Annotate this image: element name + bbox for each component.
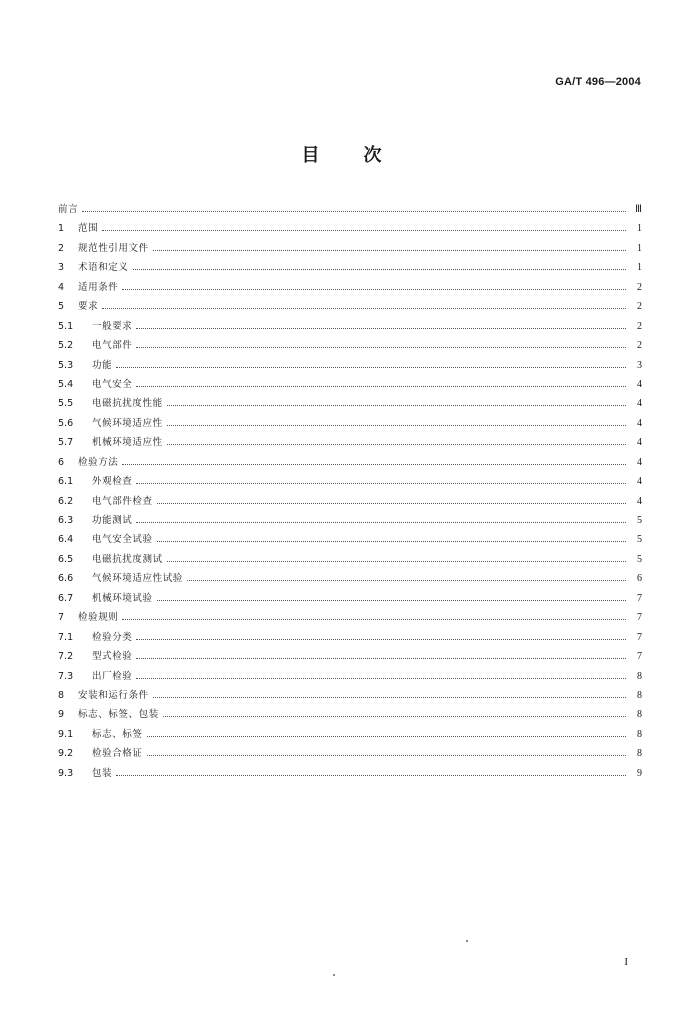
toc-dot-leader: [147, 736, 626, 737]
toc-entry[interactable]: [58, 297, 642, 316]
toc-entry-page: 1: [637, 242, 642, 254]
toc-entry-page: 7: [637, 631, 642, 643]
toc-dot-leader: [82, 211, 626, 212]
toc-entry-page: 4: [637, 495, 642, 507]
toc-entry-page: 8: [637, 670, 642, 682]
toc-entry[interactable]: [58, 414, 642, 433]
toc-entry[interactable]: [58, 394, 642, 413]
toc-entry-page: 1: [637, 223, 642, 235]
scan-speck: [466, 940, 468, 942]
toc-entry-page: 2: [637, 281, 642, 293]
toc-entry-title: 术语和定义: [78, 262, 129, 274]
toc-entry-number: 6.6: [58, 573, 74, 585]
toc-entry-title: 机械环境试验: [92, 592, 153, 604]
toc-entry-title: 前言: [58, 204, 79, 215]
toc-entry-page: Ⅲ: [635, 204, 642, 215]
toc-entry[interactable]: [58, 686, 642, 705]
toc-entry-title: 要求: [78, 301, 99, 313]
toc-entry-page: 5: [637, 534, 642, 546]
toc-entry[interactable]: [58, 433, 642, 452]
toc-dot-leader: [136, 678, 626, 679]
toc-entry-page: 8: [637, 748, 642, 760]
toc-entry-number: 9.3: [58, 767, 74, 779]
toc-entry-number: 6.7: [58, 592, 74, 604]
toc-dot-leader: [133, 269, 626, 270]
toc-entry[interactable]: [58, 472, 642, 491]
toc-entry-page: 2: [637, 340, 642, 352]
toc-entry-page: 7: [637, 612, 642, 624]
toc-entry-number: 6.5: [58, 553, 74, 565]
toc-entry-number: 5.5: [58, 398, 74, 410]
toc-entry-number: 7.1: [58, 631, 74, 643]
toc-dot-leader: [136, 386, 626, 387]
toc-entry-title: 功能: [92, 359, 113, 371]
toc-entry-page: 1: [637, 262, 642, 274]
toc-entry-page: 2: [637, 301, 642, 313]
toc-entry-number: 3: [58, 262, 65, 274]
toc-dot-leader: [167, 405, 626, 406]
toc-entry-number: 6.4: [58, 534, 74, 546]
toc-entry-number: 5.7: [58, 437, 74, 449]
footer-page-number: I: [624, 956, 628, 968]
toc-dot-leader: [157, 503, 626, 504]
toc-entry[interactable]: [58, 628, 642, 647]
toc-entry[interactable]: [58, 589, 642, 608]
toc-entry[interactable]: [58, 647, 642, 666]
toc-entry[interactable]: [58, 317, 642, 336]
toc-entry-title: 气候环境适应性试验: [92, 573, 183, 585]
toc-dot-leader: [102, 308, 626, 309]
toc-entry-title: 范围: [78, 223, 99, 235]
toc-entry-number: 2: [58, 242, 65, 254]
toc-dot-leader: [167, 425, 626, 426]
toc-entry-title: 检验分类: [92, 631, 133, 643]
toc-entry[interactable]: [58, 239, 642, 258]
toc-entry[interactable]: [58, 608, 642, 627]
toc-dot-leader: [116, 775, 626, 776]
toc-entry-title: 检验合格证: [92, 748, 143, 760]
toc-entry-title: 标志、标签、包装: [78, 709, 159, 721]
toc-entry-title: 型式检验: [92, 651, 133, 663]
toc-entry-title: 检验方法: [78, 456, 119, 468]
toc-entry[interactable]: [58, 705, 642, 724]
toc-entry-title: 气候环境适应性: [92, 417, 163, 429]
toc-dot-leader: [167, 444, 626, 445]
toc-dot-leader: [136, 522, 626, 523]
toc-dot-leader: [102, 230, 626, 231]
toc-entry[interactable]: [58, 453, 642, 472]
toc-dot-leader: [153, 697, 626, 698]
toc-entry-title: 安装和运行条件: [78, 689, 149, 701]
toc-entry-number: 1: [58, 223, 65, 235]
toc-entry-number: 9: [58, 709, 65, 721]
toc-entry-title: 检验规则: [78, 612, 119, 624]
toc-entry[interactable]: [58, 492, 642, 511]
toc-dot-leader: [153, 250, 626, 251]
toc-entry-page: 4: [637, 476, 642, 488]
toc-entry-page: 4: [637, 437, 642, 449]
toc-dot-leader: [136, 328, 626, 329]
toc-dot-leader: [157, 541, 626, 542]
toc-dot-leader: [122, 464, 626, 465]
toc-entry-page: 4: [637, 456, 642, 468]
toc-entry-page: 6: [637, 573, 642, 585]
toc-entry[interactable]: [58, 744, 642, 763]
toc-entry-page: 8: [637, 728, 642, 740]
toc-dot-leader: [122, 289, 626, 290]
toc-entry[interactable]: [58, 530, 642, 549]
toc-entry-number: 7.3: [58, 670, 74, 682]
toc-entry-page: 4: [637, 398, 642, 410]
toc-entry[interactable]: [58, 569, 642, 588]
toc-entry[interactable]: [58, 550, 642, 569]
toc-entry[interactable]: [58, 725, 642, 744]
toc-entry-number: 6: [58, 456, 65, 468]
toc-entry[interactable]: [58, 219, 642, 238]
toc-entry-title: 功能测试: [92, 515, 133, 526]
toc-entry-number: 6.2: [58, 495, 74, 507]
toc-dot-leader: [167, 561, 626, 562]
toc-dot-leader: [157, 600, 626, 601]
toc-entry[interactable]: [58, 375, 642, 394]
toc-entry-title: 电磁抗扰度测试: [92, 553, 163, 565]
toc-entry-title: 一般要求: [92, 320, 133, 332]
toc-entry-number: 4: [58, 281, 65, 293]
toc-entry[interactable]: [58, 511, 642, 530]
table-of-contents: [58, 200, 642, 783]
toc-entry-title: 外观检查: [92, 476, 133, 488]
toc-entry-number: 6.1: [58, 476, 74, 488]
toc-entry[interactable]: [58, 667, 642, 686]
toc-dot-leader: [136, 639, 626, 640]
toc-entry-number: 5.1: [58, 320, 74, 332]
toc-entry[interactable]: [58, 278, 642, 297]
toc-entry-page: 3: [637, 359, 642, 371]
toc-entry-number: 7.2: [58, 651, 74, 663]
scan-speck: [333, 974, 335, 976]
toc-entry-number: 9.1: [58, 728, 74, 740]
toc-entry-page: 4: [637, 378, 642, 390]
toc-entry-page: 2: [637, 320, 642, 332]
toc-entry[interactable]: [58, 764, 642, 783]
toc-entry-page: 7: [637, 592, 642, 604]
toc-entry-title: 标志、标签: [92, 728, 143, 740]
toc-entry-number: 5.2: [58, 340, 74, 352]
toc-dot-leader: [147, 755, 626, 756]
toc-entry-number: 5.3: [58, 359, 74, 371]
toc-entry-number: 9.2: [58, 748, 74, 760]
toc-entry-title: 电气部件检查: [92, 495, 153, 507]
toc-entry-title: 包装: [92, 767, 113, 779]
toc-entry[interactable]: [58, 356, 642, 375]
standard-code: GA/T 496—2004: [555, 76, 641, 88]
toc-entry-page: 8: [637, 709, 642, 721]
toc-entry[interactable]: [58, 200, 642, 219]
toc-entry[interactable]: [58, 336, 642, 355]
toc-dot-leader: [187, 580, 626, 581]
toc-dot-leader: [163, 716, 626, 717]
toc-entry-title: 电气安全: [92, 378, 133, 390]
toc-entry-title: 电磁抗扰度性能: [92, 398, 163, 410]
toc-entry-title: 机械环境适应性: [92, 437, 163, 449]
title-char-1: 目: [301, 145, 320, 166]
toc-entry-page: 5: [637, 515, 642, 526]
toc-entry-title: 规范性引用文件: [78, 242, 149, 254]
toc-entry-number: 5: [58, 301, 65, 313]
toc-dot-leader: [122, 619, 626, 620]
toc-dot-leader: [136, 347, 626, 348]
toc-entry-number: 6.3: [58, 515, 74, 526]
toc-entry-number: 5.4: [58, 378, 74, 390]
toc-dot-leader: [136, 483, 626, 484]
toc-dot-leader: [136, 658, 626, 659]
toc-entry-page: 7: [637, 651, 642, 663]
toc-entry-title: 电气部件: [92, 340, 133, 352]
toc-entry-page: 9: [637, 767, 642, 779]
toc-entry-page: 5: [637, 553, 642, 565]
toc-dot-leader: [116, 367, 626, 368]
toc-entry-number: 7: [58, 612, 65, 624]
toc-entry-title: 出厂检验: [92, 670, 133, 682]
toc-entry-page: 4: [637, 417, 642, 429]
toc-entry-page: 8: [637, 689, 642, 701]
title-char-2: 次: [363, 145, 382, 166]
toc-entry-number: 5.6: [58, 417, 74, 429]
toc-entry-title: 适用条件: [78, 281, 119, 293]
toc-entry[interactable]: [58, 258, 642, 277]
toc-entry-number: 8: [58, 689, 65, 701]
toc-entry-title: 电气安全试验: [92, 534, 153, 546]
page-title: [0, 141, 683, 167]
